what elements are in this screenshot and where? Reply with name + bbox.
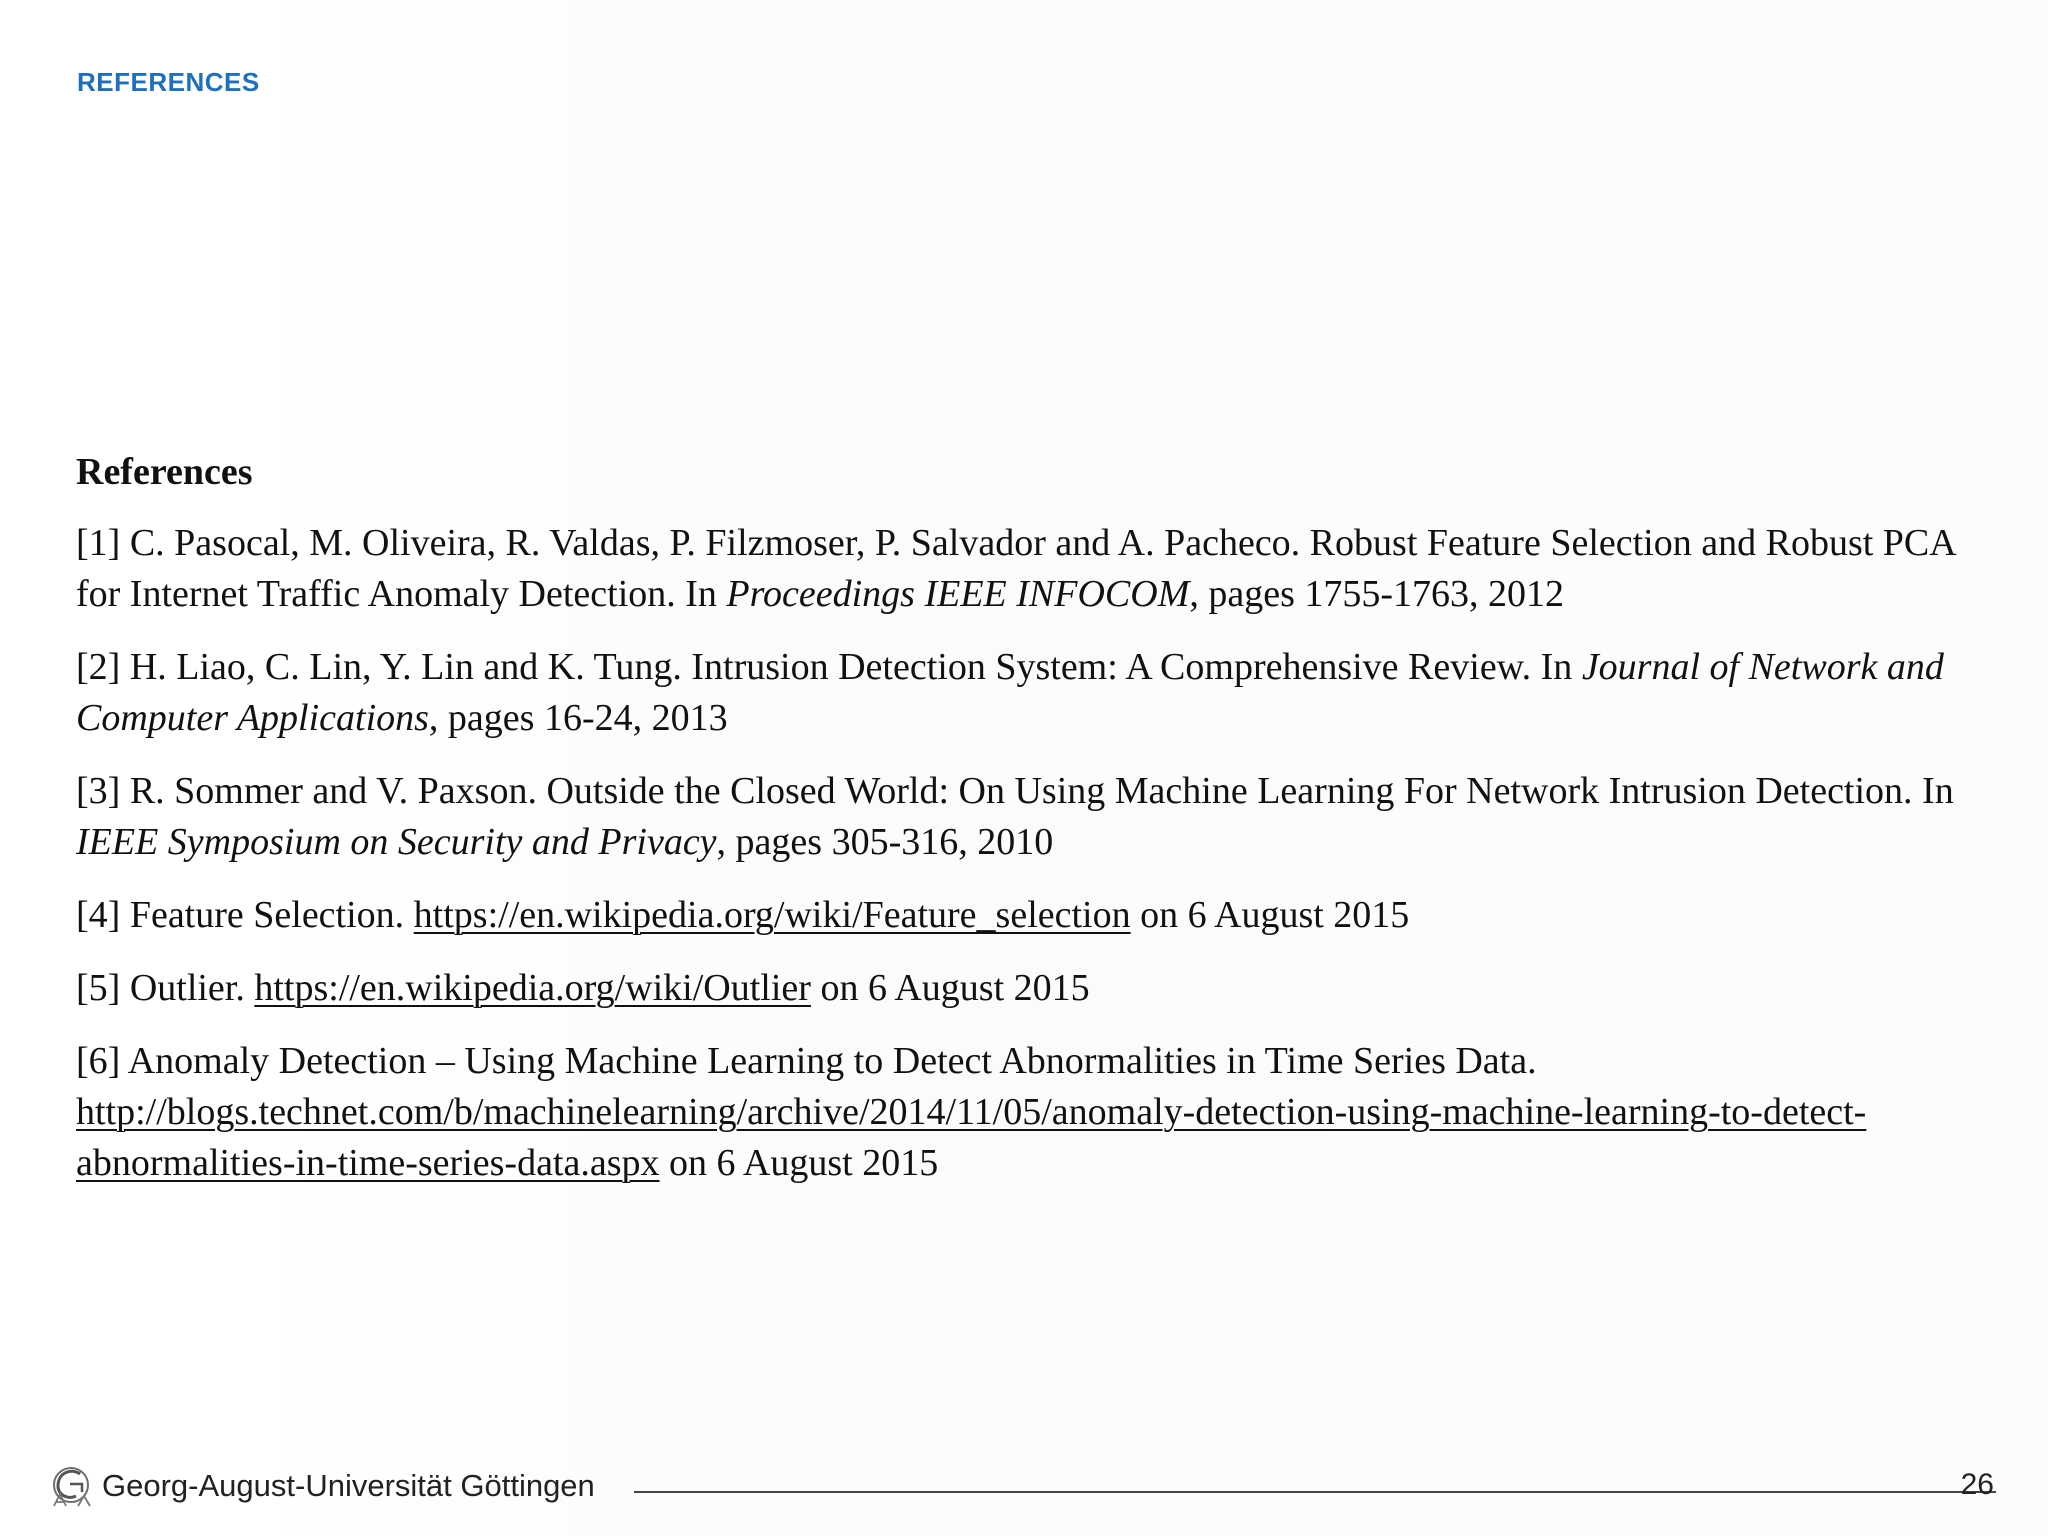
reference-text: R. Sommer and V. Paxson. Outside the Closed World: On Using Machine Learning For Network Intrusion Detection. In xyxy=(129,770,1954,812)
reference-tail: , pages 16-24, 2013 xyxy=(428,697,728,739)
university-seal-icon xyxy=(46,1462,96,1512)
reference-number: [2] xyxy=(76,646,121,688)
reference-text: Feature Selection. xyxy=(129,894,414,936)
references-block xyxy=(76,447,1996,1211)
reference-venue: Proceedings IEEE INFOCOM xyxy=(726,573,1190,615)
reference-text: Outlier. xyxy=(129,967,255,1009)
reference-tail: on 6 August 2015 xyxy=(659,1142,939,1184)
footer-divider xyxy=(634,1491,1996,1493)
reference-entry-3 xyxy=(76,766,1996,868)
reference-link[interactable]: http://blogs.technet.com/b/machinelearning/archive/2014/11/05/anomaly-detection-using-machine-learning-to-detect-abnormalities-in-time-series-data.aspx xyxy=(76,1091,1867,1184)
references-title: References xyxy=(76,451,253,493)
reference-link[interactable]: https://en.wikipedia.org/wiki/Outlier xyxy=(254,967,811,1009)
reference-entry-4 xyxy=(76,890,1996,941)
reference-venue: IEEE Symposium on Security and Privacy xyxy=(76,821,717,863)
reference-number: [6] xyxy=(76,1040,121,1082)
reference-entry-2 xyxy=(76,642,1996,744)
reference-entry-6 xyxy=(76,1036,1996,1189)
reference-number: [5] xyxy=(76,967,121,1009)
reference-link[interactable]: https://en.wikipedia.org/wiki/Feature_selection xyxy=(413,894,1131,936)
institution-name: Georg-August-Universität Göttingen xyxy=(102,1468,595,1503)
page-number: 26 xyxy=(1960,1468,1994,1501)
reference-tail: on 6 August 2015 xyxy=(810,967,1090,1009)
reference-text: C. Pasocal, M. Oliveira, R. Valdas, P. Filzmoser, P. Salvador and A. Pacheco. Robust Feature Selection and Robust PCA for Internet Traffic Anomaly Detection. In xyxy=(76,522,1955,615)
reference-tail: , pages 1755-1763, 2012 xyxy=(1189,573,1565,615)
reference-number: [3] xyxy=(76,770,121,812)
reference-text: Anomaly Detection – Using Machine Learning to Detect Abnormalities in Time Series Data. xyxy=(127,1040,1537,1082)
reference-tail: , pages 305-316, 2010 xyxy=(716,821,1054,863)
reference-number: [1] xyxy=(76,522,121,564)
reference-tail: on 6 August 2015 xyxy=(1130,894,1410,936)
slide-footer xyxy=(46,1460,1996,1516)
reference-entry-5 xyxy=(76,963,1996,1014)
reference-text: H. Liao, C. Lin, Y. Lin and K. Tung. Intrusion Detection System: A Comprehensive Review. In xyxy=(129,646,1582,688)
section-label: REFERENCES xyxy=(77,67,260,97)
reference-entry-1 xyxy=(76,518,1996,620)
reference-venue: Journal of Network and Computer Applications xyxy=(76,646,1944,739)
reference-number: [4] xyxy=(76,894,121,936)
